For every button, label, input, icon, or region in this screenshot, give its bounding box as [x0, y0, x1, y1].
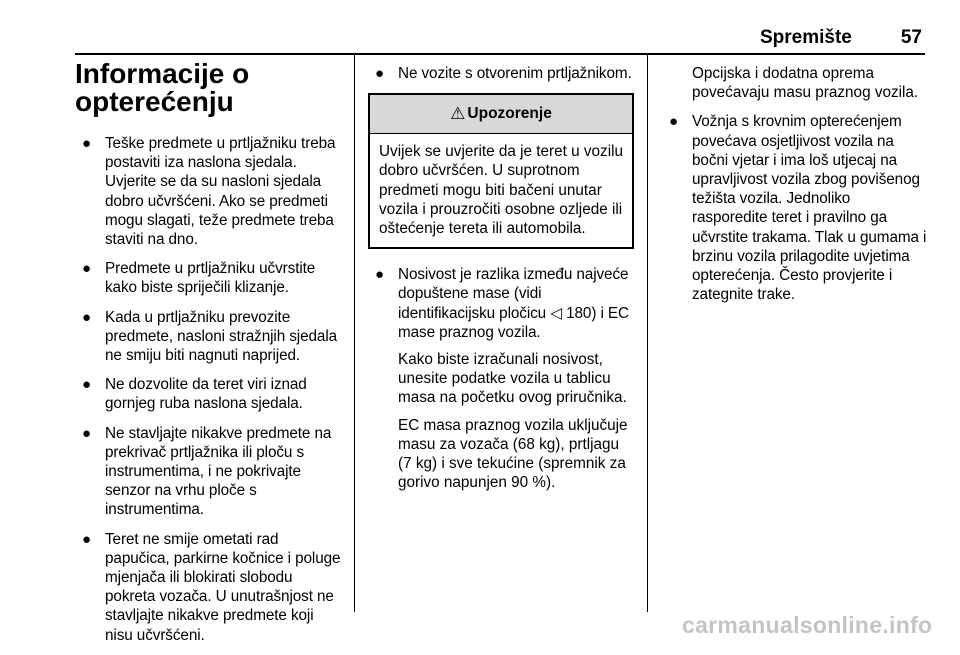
list-item: ● Ne dozvolite da teret viri iznad gornjeg ruba naslona sjedala. [82, 376, 307, 413]
bullet-icon: ● [82, 376, 91, 394]
list-item: ● Ne stavljajte nikakve predmete na prekrivač prtljažnika ili ploču s instrumentima, i ne pokrivajte senzor na vrhu ploče s instrumentima. [82, 424, 332, 519]
header-rule [75, 53, 925, 55]
column-divider-2 [647, 55, 648, 612]
list-item: ● Kada u prtljažniku prevozite predmete, nasloni stražnjih sjedala ne smiju biti nagnuti naprijed. [82, 308, 338, 365]
list-item: ● Ne vozite s otvorenim prtljažnikom. [375, 65, 632, 82]
bullet-icon: ● [82, 135, 91, 152]
warning-title: Upozorenje [467, 105, 552, 123]
bullet-icon: ● [82, 530, 91, 548]
column-3 [662, 64, 927, 314]
bullet-icon: ● [669, 113, 678, 131]
bullet-list-col3 [662, 112, 927, 304]
list-item: ● Teret ne smije ometati rad papučica, parkirne kočnice i poluge mjenjača ili blokirati slobodu pokreta vozača. U unutrašnjost ne stavljajte nikakve predmete koji nisu učvršćeni. [82, 530, 341, 644]
list-item: ● Vožnja s krovnim opterećenjem povećava osjetljivost vozila na bočni vjetar i ima loš utjecaj na upravljivost vozila zbog povišenog težišta vozila. Jednoliko rasporedite teret i pravilno ga učvrstite trakama. Tlak u gumama i brzinu vozila prilagodite uvjetima opterećenja. Često provjerite i zategnite trake. [669, 113, 927, 304]
page-reference-link[interactable]: 180 [566, 304, 592, 322]
bullet-list-col1 [75, 134, 343, 645]
warning-body: Uvijek se uvjerite da je teret u vozilu dobro učvršćen. U suprotnom predmeti mogu biti bačeni unutar vozila i prouzročiti osobne ozljede ili oštećenje tereta ili automobila. [379, 143, 624, 238]
column-2 [368, 64, 632, 500]
bullet-icon: ● [82, 260, 91, 278]
watermark: carmanualsonline.info [682, 612, 933, 638]
warning-triangle-icon: ⚠ [450, 104, 466, 124]
paragraph: EC masa praznog vozila uključuje masu za vozača (68 kg), prtljagu (7 kg) i sve tekućine (spremnik za gorivo napunjen 90 %). [398, 416, 628, 492]
page-title: Informacije o opterećenju [75, 58, 250, 117]
column-divider-1 [354, 55, 355, 612]
paragraph: Kako biste izračunali nosivost, unesite podatke vozila u tablicu masa na početku ovog priručnika. [398, 351, 627, 407]
bullet-list-col2-top [368, 64, 632, 83]
page-reference-icon: ◁ [550, 304, 562, 322]
column-1 [75, 60, 343, 655]
bullet-icon: ● [82, 308, 91, 326]
list-item: ● Predmete u prtljažniku učvrstite kako biste spriječili klizanje. [82, 260, 316, 297]
bullet-icon: ● [375, 266, 384, 284]
page-number: 57 [900, 27, 922, 48]
bullet-list-col2-bottom [368, 265, 632, 342]
warning-header [370, 95, 632, 134]
list-item: ● Teške predmete u prtljažniku treba postaviti iza naslona sjedala. Uvjerite se da su nasloni sjedala dobro učvršćeni. Ako se predmeti mogu slagati, teže predmete treba staviti na dno. [82, 135, 336, 249]
paragraph: Opcijska i dodatna oprema povećavaju masu praznog vozila. [692, 65, 919, 102]
page-header-section: Spremište [760, 27, 852, 48]
bullet-icon: ● [375, 65, 384, 82]
list-item: ● Nosivost je razlika između najveće dopuštene mase (vidi identifikacijsku pločicu ◁ 180) i EC mase praznog vozila. [375, 266, 629, 341]
bullet-icon: ● [82, 424, 91, 442]
warning-box [368, 93, 634, 249]
